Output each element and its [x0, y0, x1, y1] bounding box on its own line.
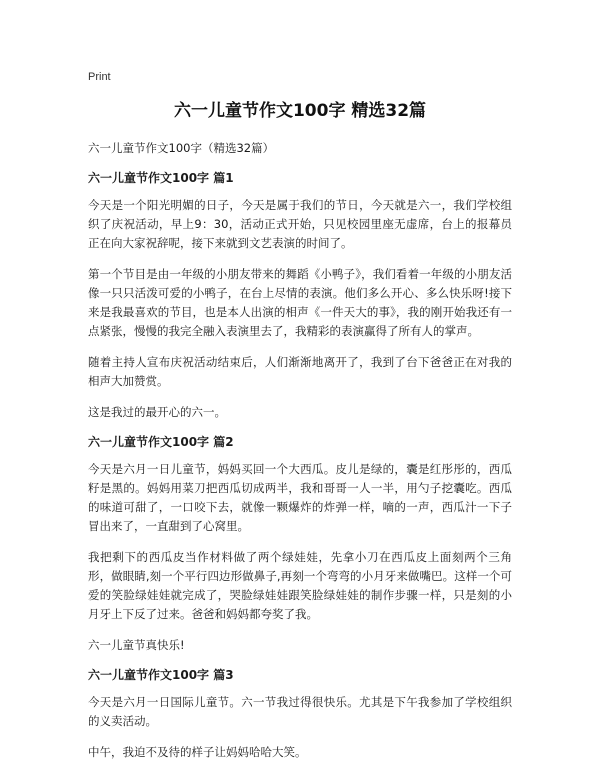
paragraph: 中午，我迫不及待的样子让妈妈哈哈大笑。: [88, 745, 307, 759]
print-label: Print: [88, 71, 111, 83]
paragraph: 第一个节目是由一年级的小朋友带来的舞蹈《小鸭子》，我们看着一年级的小朋友活像一只只活泼可爱的小鸭子，在台上尽情的表演。他们多么开心、多么快乐呀!接下来是我最喜欢的节目，也是本人出演的相声《一件天大的事》，我的刚开始我还有一点紧张，慢慢的我完全融入表演里去了，我精彩的表演赢得了所有人的掌声。: [88, 267, 512, 338]
section-heading: 六一儿童节作文100字 篇3: [88, 668, 234, 682]
paragraph: 随着主持人宣布庆祝活动结束后，人们渐渐地离开了，我到了台下爸爸正在对我的相声大加赞赏。: [88, 355, 512, 388]
article-section-1: [88, 170, 512, 422]
section-heading: 六一儿童节作文100字 篇2: [88, 435, 234, 449]
section-heading: 六一儿童节作文100字 篇1: [88, 171, 234, 185]
article-section-2: [88, 434, 512, 655]
paragraph: 这是我过的最开心的六一。: [88, 405, 226, 419]
paragraph: 今天是一个阳光明媚的日子，今天是属于我们的节日，今天就是六一，我们学校组织了庆祝活动，早上9：30，活动正式开始，只见校园里座无虚席，台上的报幕员正在向大家祝辞呢，接下来就到文艺表演的时间了。: [88, 198, 512, 250]
paragraph: 今天是六月一日儿童节，妈妈买回一个大西瓜。皮儿是绿的，囊是红彤彤的，西瓜籽是黑的。妈妈用菜刀把西瓜切成两半，我和哥哥一人一半，用勺子挖囊吃。西瓜的味道可甜了，一口咬下去，就像一颗爆炸的炸弹一样，嘀的一声，西瓜汁一下子冒出来了，一直甜到了心窝里。: [88, 462, 512, 533]
document-subtitle: 六一儿童节作文100字（精选32篇）: [88, 141, 275, 155]
paragraph: 今天是六月一日国际儿童节。六一节我过得很快乐。尤其是下午我参加了学校组织的义卖活动。: [88, 695, 512, 728]
article-section-3: [88, 667, 512, 762]
paragraph: 我把剩下的西瓜皮当作材料做了两个绿娃娃，先拿小刀在西瓜皮上面刻两个三角形，做眼睛,刻一个平行四边形做鼻子,再刻一个弯弯的小月牙来做嘴巴。这样一个可爱的笑脸绿娃娃就完成了，哭脸绿娃娃跟笑脸绿娃娃的制作步骤一样，只是刻的小月牙上下反了过来。爸爸和妈妈都夸奖了我。: [88, 550, 512, 621]
document-title: 六一儿童节作文100字 精选32篇: [173, 101, 427, 121]
paragraph: 六一儿童节真快乐!: [88, 638, 185, 652]
